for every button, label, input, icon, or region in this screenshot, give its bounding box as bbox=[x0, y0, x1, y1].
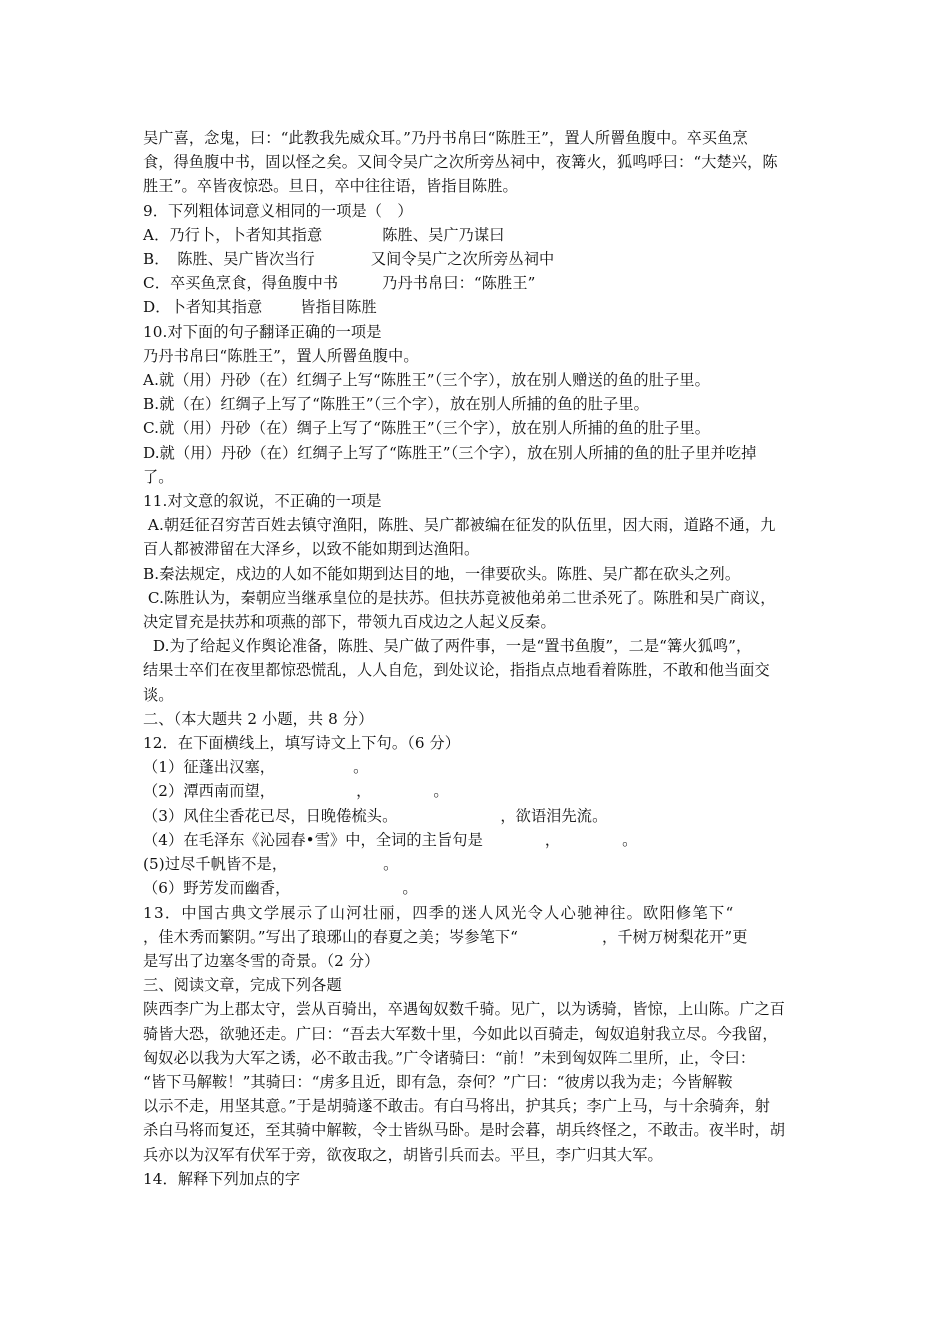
option-c bbox=[143, 271, 811, 295]
question-14-stem: 14．解释下列加点的字 bbox=[143, 1169, 301, 1188]
question-stem: 12．在下面横线上，填写诗文上下句。（6 分） bbox=[143, 734, 461, 753]
option-c: C.就（用）丹砂（在）绸子上写了“陈胜王”（三个字），放在别人所捕的鱼的肚子里。 bbox=[143, 419, 710, 438]
option-left: D．卜者知其指意 bbox=[143, 298, 263, 317]
fill-item bbox=[143, 779, 811, 803]
passage-line: 陕西李广为上郡太守，尝从百骑出，卒遇匈奴数千骑。见广，以为诱骑，皆惊，上山陈。广之百 bbox=[143, 1000, 786, 1019]
passage-line: 杀白马将而复还，至其骑中解鞍，令士皆纵马卧。是时会暮，胡兵终怪之，不敢击。夜半时，胡 bbox=[143, 1121, 786, 1140]
question-9 bbox=[143, 199, 811, 320]
fill-prefix: （4）在毛泽东《沁园春•雪》中，全词的主旨句是 bbox=[143, 830, 483, 849]
option-line: C.陈胜认为，秦朝应当继承皇位的是扶苏。但扶苏竟被他弟弟二世杀死了。陈胜和吴广商议， bbox=[143, 588, 776, 607]
fill-suffix: 。 bbox=[402, 879, 418, 898]
section-heading: 三、阅读文章，完成下列各题 bbox=[143, 976, 342, 995]
question-13 bbox=[143, 901, 811, 974]
question-sentence: 乃丹书帛曰“陈胜王”，置人所罾鱼腹中。 bbox=[143, 346, 419, 365]
option-d-continued: 了。 bbox=[143, 467, 174, 486]
passage-line: 匈奴必以我为大军之诱，必不敢击我。”广令诸骑曰：“前！”未到匈奴阵二里所，止，令曰： bbox=[143, 1048, 756, 1067]
option-right: 乃丹书帛曰：“陈胜王” bbox=[382, 274, 536, 293]
fill-item bbox=[143, 755, 811, 779]
passage-line: 兵亦以为汉军有伏军于旁，欲夜取之，胡皆引兵而去。平旦，李广归其大军。 bbox=[143, 1145, 663, 1164]
passage-line: 吴广喜，念鬼，曰：“此教我先威众耳。”乃丹书帛曰“陈胜王”，置人所罾鱼腹中。卒买鱼烹 bbox=[143, 129, 748, 147]
fill-suffix: 。 bbox=[622, 830, 638, 849]
question-stem: 9．下列粗体词意义相同的一项是（ ） bbox=[143, 201, 413, 220]
question-line: 13．中国古典文学展示了山河壮丽，四季的迷人风光令人心驰神往。欧阳修笔下“ bbox=[143, 903, 735, 922]
fill-prefix: （6）野芳发而幽香， bbox=[143, 879, 291, 898]
fill-item bbox=[143, 852, 811, 876]
fill-item bbox=[143, 828, 811, 852]
passage-line: 食，得鱼腹中书，固以怪之矣。又间令吴广之次所旁丛祠中，夜篝火，狐鸣呼曰：“大楚兴，陈 bbox=[143, 153, 778, 172]
question-10 bbox=[143, 320, 811, 489]
fill-suffix: ，欲语泪先流。 bbox=[500, 806, 608, 825]
fill-item bbox=[143, 804, 811, 828]
section-heading: 二、（本大题共 2 小题，共 8 分） bbox=[143, 709, 374, 728]
fill-suffix: 。 bbox=[353, 758, 369, 777]
question-12 bbox=[143, 731, 811, 900]
option-line: 结果士卒们在夜里都惊恐慌乱，人人自危，到处议论，指指点点地看着陈胜，不敢和他当面交 bbox=[143, 661, 770, 680]
option-b bbox=[143, 247, 811, 271]
passage-line: 以示不走，用坚其意。”于是胡骑遂不敢击。有白马将出，护其兵；李广上马，与十余骑奔，射 bbox=[143, 1097, 771, 1116]
fill-prefix: （1）征蓬出汉塞， bbox=[143, 758, 276, 777]
fill-suffix: 。 bbox=[433, 782, 449, 801]
option-d: D.就（用）丹砂（在）红绸子上写了“陈胜王”（三个字），放在别人所捕的鱼的肚子里并吃掉 bbox=[143, 443, 757, 462]
option-line: A.朝廷征召穷苦百姓去镇守渔阳，陈胜、吴广都被编在征发的队伍里，因大雨，道路不通，九 bbox=[143, 516, 776, 535]
passage-li-guang bbox=[143, 997, 811, 1166]
question-11 bbox=[143, 489, 811, 707]
option-left: B． 陈胜、吴广皆次当行 bbox=[143, 250, 315, 269]
fill-prefix: （2）潭西南而望， bbox=[143, 782, 276, 801]
option-line: B.秦法规定，戍边的人如不能如期到达目的地，一律要砍头。陈胜、吴广都在砍头之列。 bbox=[143, 564, 741, 583]
fill-prefix: (5)过尽千帆皆不是， bbox=[143, 855, 288, 874]
option-a bbox=[143, 223, 811, 247]
fill-prefix: （3）风住尘香花已尽，日晚倦梳头。 bbox=[143, 806, 398, 825]
fill-middle: ， bbox=[356, 782, 372, 801]
question-stem: 11.对文意的叙说，不正确的一项是 bbox=[143, 492, 382, 511]
option-d bbox=[143, 295, 811, 319]
option-line: 决定冒充是扶苏和项燕的部下，带领九百戍边之人起义反秦。 bbox=[143, 613, 556, 632]
option-b: B.就（在）红绸子上写了“陈胜王”（三个字），放在别人所捕的鱼的肚子里。 bbox=[143, 395, 649, 414]
option-right: 皆指目陈胜 bbox=[300, 298, 377, 317]
question-text: ，千树万树梨花开”更 bbox=[602, 927, 748, 946]
option-line: 谈。 bbox=[143, 685, 174, 704]
question-text: ，佳木秀而繁阴。”写出了琅琊山的春夏之美；岑参笔下“ bbox=[143, 927, 519, 946]
passage-line: 胜王”。卒皆夜惊恐。旦日，卒中往往语，皆指目陈胜。 bbox=[143, 177, 518, 196]
option-right: 又间令吴广之次所旁丛祠中 bbox=[370, 250, 555, 269]
document-page bbox=[143, 126, 811, 1191]
question-line bbox=[143, 925, 811, 949]
option-left: C．卒买鱼烹食，得鱼腹中书 bbox=[143, 274, 339, 293]
fill-middle: ， bbox=[544, 830, 561, 849]
option-line: 百人都被滞留在大泽乡，以致不能如期到达渔阳。 bbox=[143, 540, 480, 559]
question-stem: 10.对下面的句子翻译正确的一项是 bbox=[143, 322, 382, 341]
fill-suffix: 。 bbox=[383, 855, 399, 874]
passage-chen-sheng bbox=[143, 126, 811, 199]
question-line: 是写出了边塞冬雪的奇景。（2 分） bbox=[143, 951, 380, 970]
option-right: 陈胜、吴广乃谋曰 bbox=[382, 225, 505, 244]
option-line: D.为了给起义作舆论准备，陈胜、吴广做了两件事，一是“置书鱼腹”，二是“篝火狐鸣”， bbox=[143, 637, 752, 656]
option-a: A.就（用）丹砂（在）红绸子上写“陈胜王”（三个字），放在别人赠送的鱼的肚子里。 bbox=[143, 371, 710, 390]
passage-line: 骑皆大恐，欲驰还走。广曰：“吾去大军数十里，今如此以百骑走，匈奴追射我立尽。今我留， bbox=[143, 1024, 778, 1043]
fill-item bbox=[143, 876, 811, 900]
passage-line: “皆下马解鞍！”其骑曰：“虏多且近，即有急，奈何？”广曰：“彼虏以我为走；今皆解鞍 bbox=[143, 1072, 733, 1091]
option-left: A．乃行卜，卜者知其指意 bbox=[143, 225, 323, 244]
